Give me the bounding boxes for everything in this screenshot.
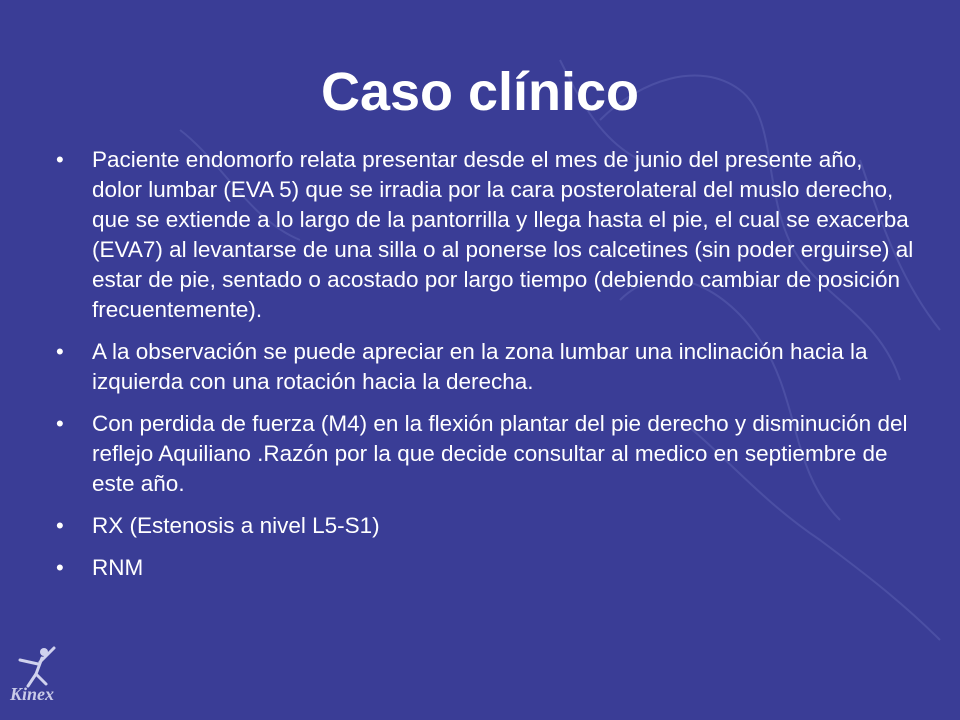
bullet-marker: •: [56, 147, 64, 172]
bullet-marker: •: [56, 555, 64, 580]
logo-text: Kinex: [10, 684, 55, 704]
bullet-item: [54, 145, 914, 325]
bullet-item: [54, 511, 914, 541]
bullet-marker: •: [56, 339, 64, 364]
bullet-text: RNM: [92, 555, 144, 580]
bullet-marker: •: [56, 411, 64, 436]
slide-title: Caso clínico: [320, 62, 640, 122]
bullet-item: [54, 553, 914, 583]
bullet-marker: •: [56, 513, 64, 538]
bullet-list: [54, 145, 914, 595]
bullet-item: [54, 409, 914, 499]
bullet-text: RX (Estenosis a nivel L5-S1): [92, 513, 380, 538]
bullet-text: Paciente endomorfo relata presentar desde el mes de junio del presente año, dolor lumbar (EVA 5) que se irradia por la cara posterolateral del muslo derecho, que se extiende a lo largo de la pantorrilla y llega hasta el pie, el cual se exacerba (EVA7) al levantarse de una silla o al ponerse los calcetines (sin poder erguirse) al estar de pie, sentado o acostado por largo tiempo (debiendo cambiar de posición frecuentemente).: [92, 147, 914, 322]
bullet-item: [54, 337, 914, 397]
bullet-text: A la observación se puede apreciar en la zona lumbar una inclinación hacia la izquierda con una rotación hacia la derecha.: [92, 339, 868, 394]
bullet-text: Con perdida de fuerza (M4) en la flexión plantar del pie derecho y disminución del reflejo Aquiliano .Razón por la que decide consultar al medico en septiembre de este año.: [92, 411, 908, 496]
